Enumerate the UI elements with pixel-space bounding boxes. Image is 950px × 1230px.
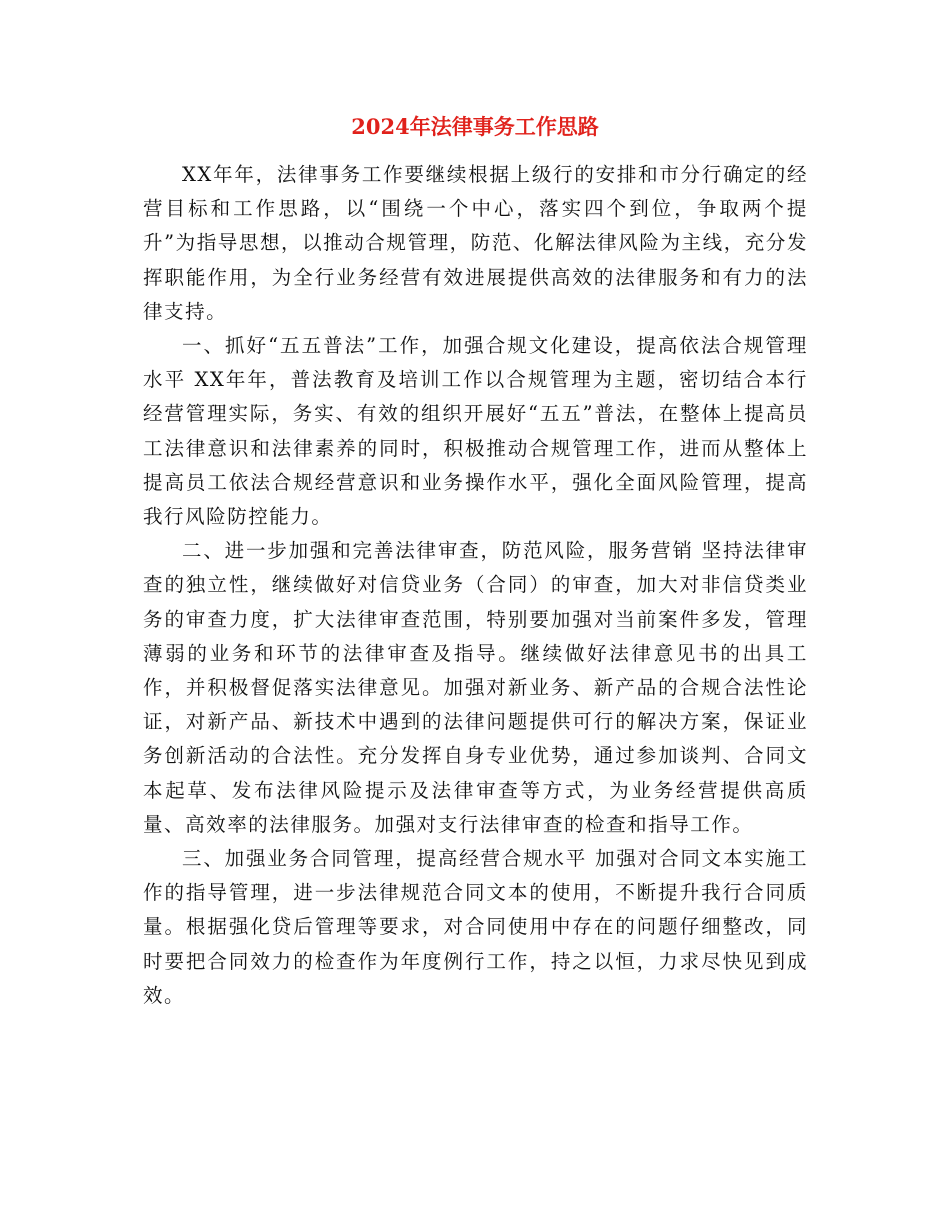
paragraph-section-2: 二、进一步加强和完善法律审查，防范风险，服务营销 坚持法律审查的独立性，继续做好对信贷业务（合同）的审查，加大对非信贷类业务的审查力度，扩大法律审查范围，特别要加强对当前案件多发，管理薄弱的业务和环节的法律审查及指导。继续做好法律意见书的出具工作，并积极督促落实法律意见。加强对新业务、新产品的合规合法性论证，对新产品、新技术中遇到的法律问题提供可行的解决方案，保证业务创新活动的合法性。充分发挥自身专业优势，通过参加谈判、合同文本起草、发布法律风险提示及法律审查等方式，为业务经营提供高质量、高效率的法律服务。加强对支行法律审查的检查和指导工作。: [143, 539, 808, 836]
paragraph-section-3: 三、加强业务合同管理，提高经营合规水平 加强对合同文本实施工作的指导管理，进一步法律规范合同文本的使用，不断提升我行合同质量。根据强化贷后管理等要求，对合同使用中存在的问题仔细整改，同时要把合同效力的检查作为年度例行工作，持之以恒，力求尽快见到成效。: [143, 847, 808, 1007]
paragraph-section-1: 一、抓好“五五普法”工作，加强合规文化建设，提高依法合规管理水平 XX年年，普法教育及培训工作以合规管理为主题，密切结合本行经营管理实际，务实、有效的组织开展好“五五”普法，在整体上提高员工法律意识和法律素养的同时，积极推动合规管理工作，进而从整体上提高员工依法合规经营意识和业务操作水平，强化全面风险管理，提高我行风险防控能力。: [143, 334, 808, 529]
paragraph-intro: XX年年，法律事务工作要继续根据上级行的安排和市分行确定的经营目标和工作思路，以“围绕一个中心，落实四个到位，争取两个提升”为指导思想，以推动合规管理，防范、化解法律风险为主线，充分发挥职能作用，为全行业务经营有效进展提供高效的法律服务和有力的法律支持。: [143, 163, 808, 323]
document-title: 2024年法律事务工作思路: [351, 114, 599, 139]
document-body: [143, 158, 808, 1013]
